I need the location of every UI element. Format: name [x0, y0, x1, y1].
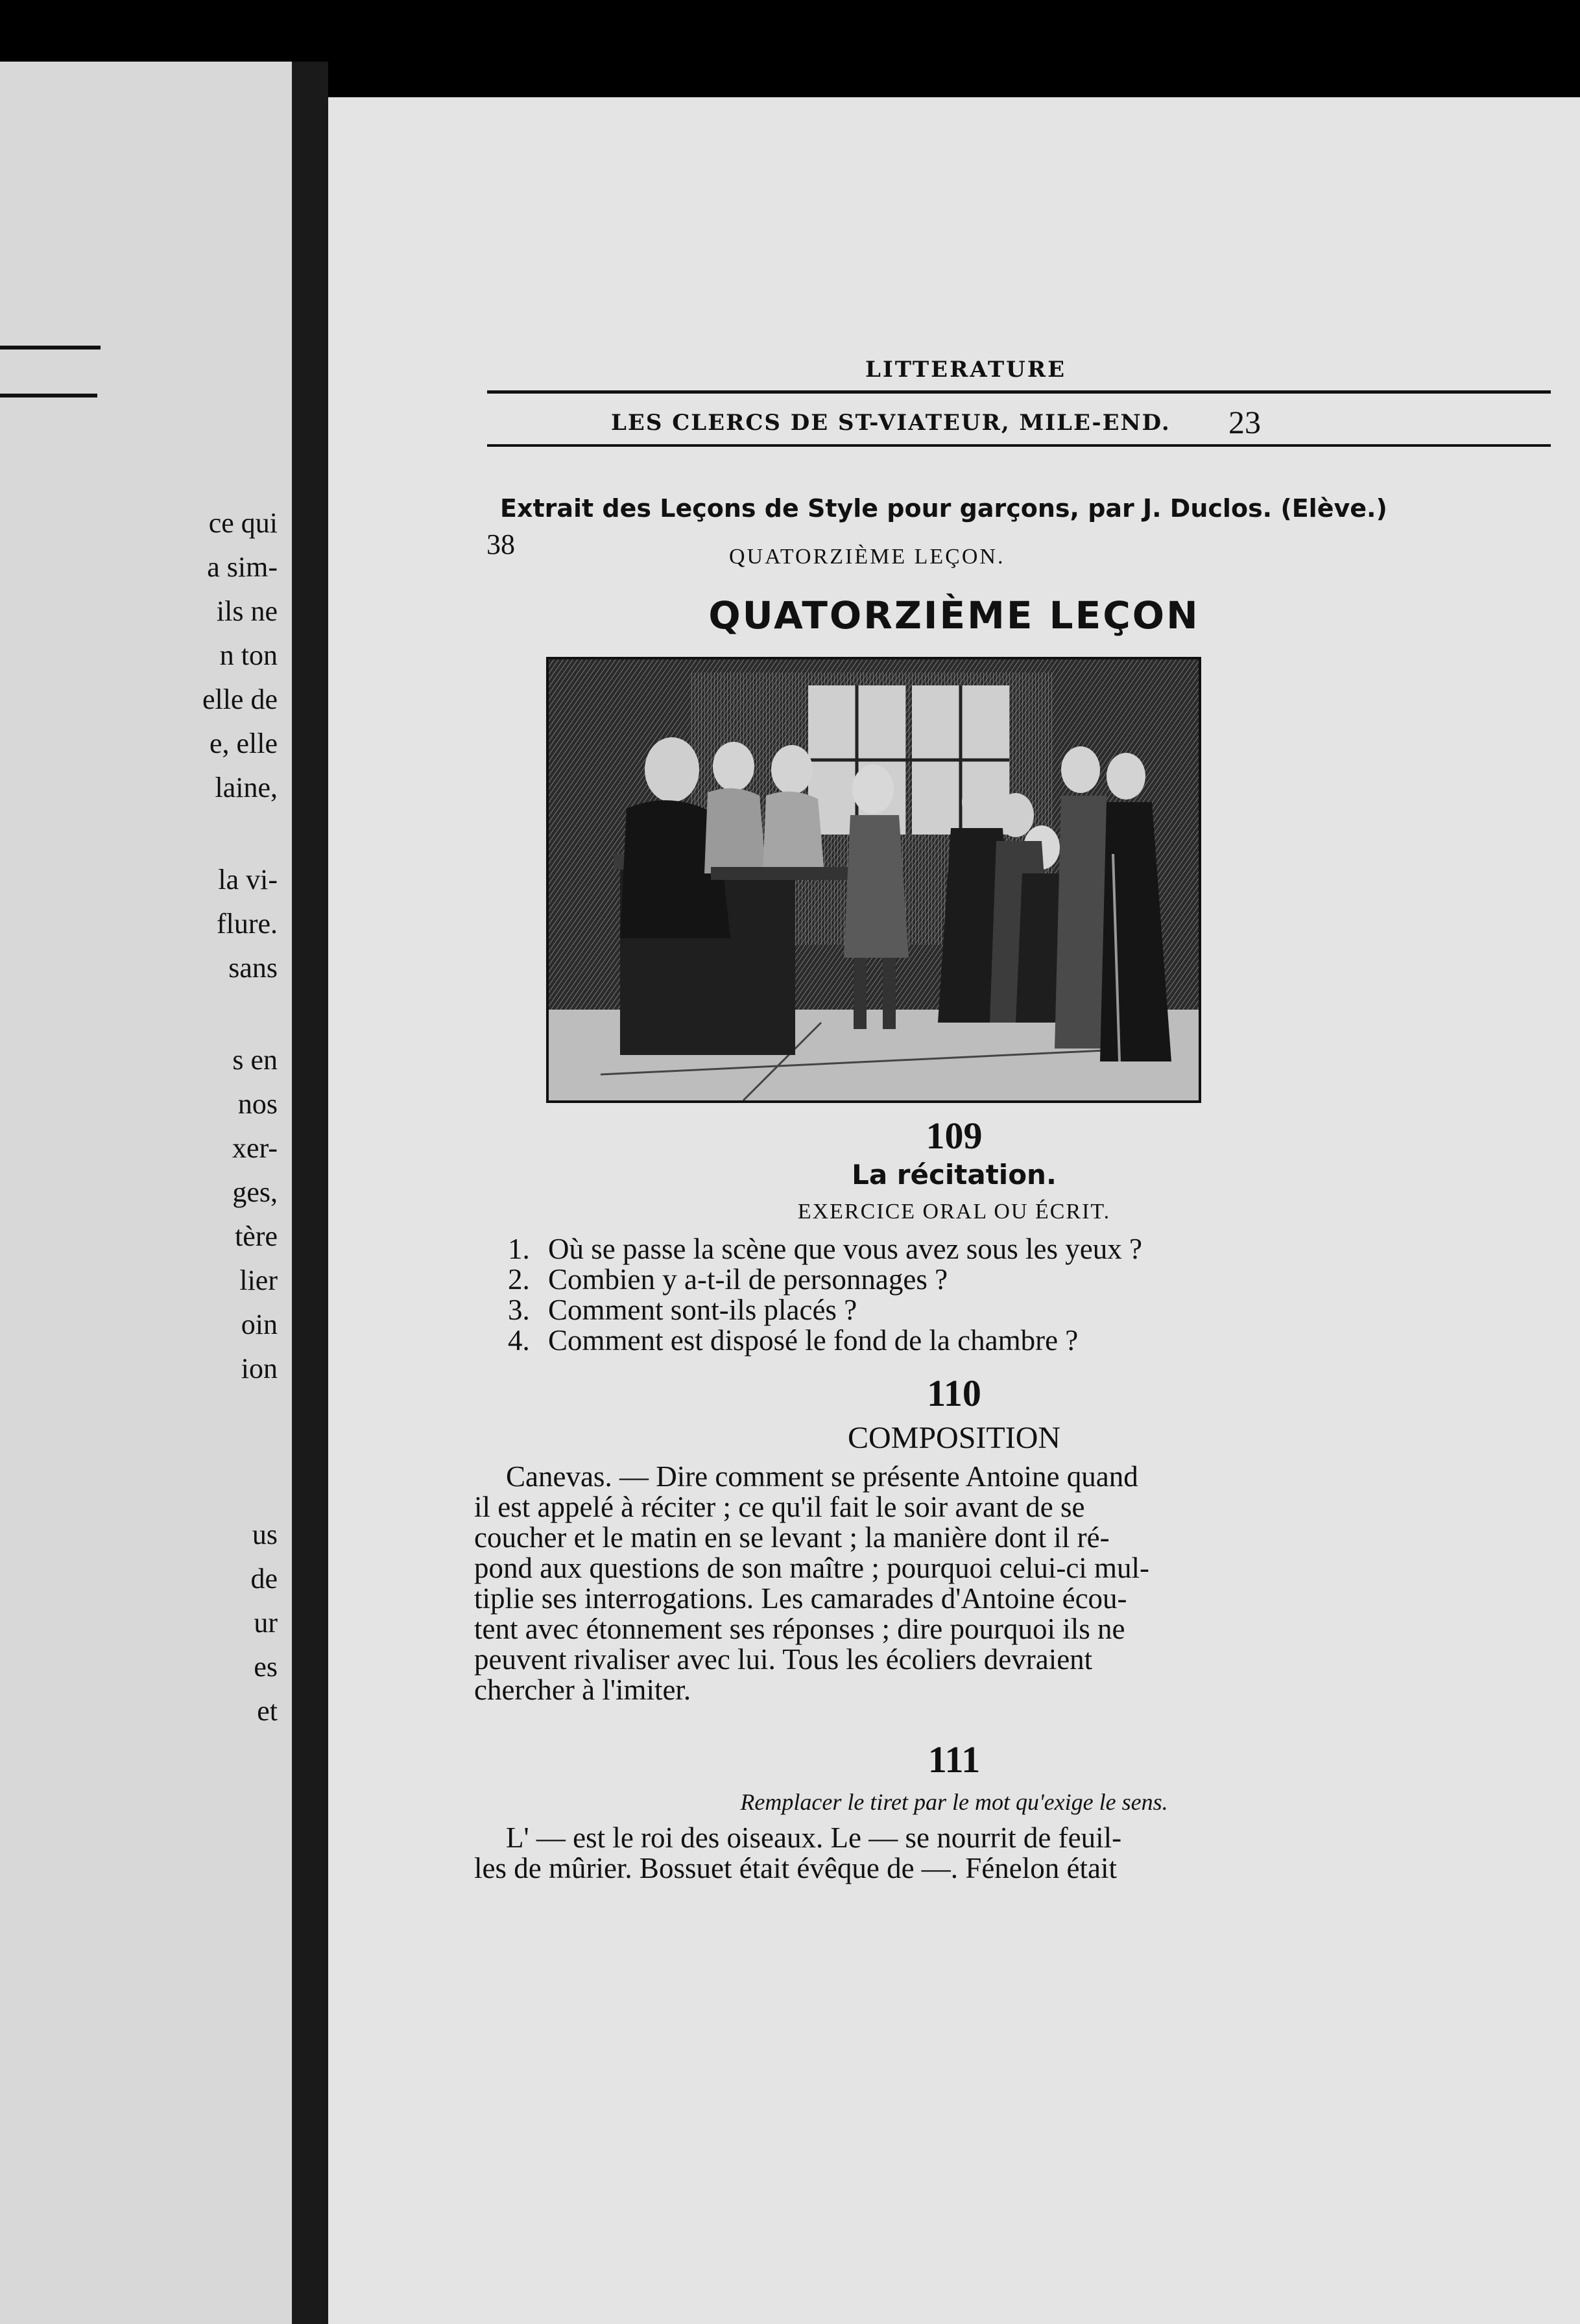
- book-gutter: [292, 62, 328, 2324]
- exercise-111-number: 111: [928, 1738, 981, 1781]
- left-text-fragment: laine,: [215, 772, 278, 803]
- left-text-fragment: sans: [228, 952, 278, 984]
- left-text-fragment: a sim-: [207, 551, 278, 583]
- left-text-fragment: flure.: [216, 908, 278, 940]
- left-text-fragment: es: [254, 1651, 278, 1683]
- book-page-number: 38: [486, 528, 515, 560]
- question-2: [508, 1263, 948, 1296]
- left-text-fragment: tère: [235, 1220, 278, 1252]
- question-text: Où se passe la scène que vous avez sous les yeux ?: [548, 1233, 1142, 1265]
- engraving-illustration: [546, 657, 1201, 1103]
- left-text-fragment: ion: [241, 1353, 278, 1384]
- left-text-fragment: xer-: [232, 1132, 278, 1164]
- left-page-rule: [0, 346, 101, 350]
- composition-line: coucher et le matin en se levant ; la manière dont il ré-: [474, 1521, 1110, 1554]
- left-text-fragment: oin: [241, 1309, 278, 1340]
- composition-line: peuvent rivaliser avec lui. Tous les écoliers devraient: [474, 1643, 1093, 1676]
- right-page: [328, 97, 1580, 2324]
- composition-line: chercher à l'imiter.: [474, 1674, 691, 1706]
- header-rule-bottom: [487, 444, 1551, 447]
- exercise-109-number: 109: [926, 1115, 983, 1157]
- exercise-111-instruction: Remplacer le tiret par le mot qu'exige le sens.: [740, 1789, 1168, 1815]
- section-header: LITTERATURE: [865, 357, 1066, 383]
- composition-line: tiplie ses interrogations. Les camarades d'Antoine écou-: [474, 1582, 1127, 1615]
- left-text-fragment: ur: [254, 1607, 278, 1639]
- question-number: 4.: [508, 1324, 530, 1357]
- left-text-fragment: nos: [237, 1088, 278, 1120]
- book-running-head: QUATORZIÈME LEÇON.: [729, 545, 1005, 569]
- question-number: 1.: [508, 1233, 530, 1265]
- left-text-fragment: la vi-: [218, 864, 278, 895]
- question-4: [508, 1324, 1079, 1357]
- left-text-fragment: lier: [239, 1264, 278, 1296]
- left-text-fragment: s en: [232, 1044, 278, 1076]
- exercise-109-title: La récitation.: [852, 1159, 1057, 1191]
- left-text-fragment: ils ne: [216, 595, 278, 627]
- composition-line: tent avec étonnement ses réponses ; dire pourquoi ils ne: [474, 1613, 1125, 1645]
- exercise-109-subtitle: EXERCICE ORAL OU ÉCRIT.: [797, 1200, 1111, 1224]
- left-text-fragment: ges,: [232, 1176, 278, 1208]
- composition-line: Canevas. — Dire comment se présente Antoine quand: [506, 1460, 1138, 1493]
- running-title: LES CLERCS DE ST-VIATEUR, MILE-END.: [611, 410, 1171, 436]
- schoolroom-engraving-icon: [549, 659, 1199, 1100]
- question-text: Comment sont-ils placés ?: [548, 1294, 857, 1326]
- composition-line: il est appelé à réciter ; ce qu'il fait le soir avant de se: [474, 1491, 1085, 1523]
- left-text-fragment: us: [252, 1519, 278, 1550]
- left-facing-page: [0, 62, 292, 2324]
- question-3: [508, 1294, 857, 1326]
- exercise-111-line: L' — est le roi des oiseaux. Le — se nourrit de feuil-: [506, 1821, 1122, 1854]
- left-text-fragment: elle de: [202, 683, 278, 715]
- left-text-fragment: n ton: [219, 639, 278, 671]
- question-text: Combien y a-t-il de personnages ?: [548, 1263, 948, 1296]
- question-1: [508, 1233, 1142, 1265]
- question-text: Comment est disposé le fond de la chambre ?: [548, 1324, 1079, 1357]
- page-number: 23: [1228, 404, 1261, 440]
- composition-line: pond aux questions de son maître ; pourquoi celui-ci mul-: [474, 1552, 1150, 1584]
- lesson-title: QUATORZIÈME LEÇON: [708, 593, 1200, 637]
- exercise-110-number: 110: [927, 1372, 981, 1414]
- left-text-fragment: et: [257, 1695, 278, 1727]
- left-page-rule: [0, 394, 97, 397]
- extract-line: Extrait des Leçons de Style pour garçons, par J. Duclos. (Elève.): [500, 494, 1387, 523]
- left-text-fragment: de: [250, 1563, 278, 1595]
- left-text-fragment: e, elle: [209, 728, 278, 759]
- left-text-fragment: ce qui: [208, 507, 278, 539]
- header-rule-top: [487, 390, 1551, 394]
- question-number: 2.: [508, 1263, 530, 1296]
- exercise-111-line: les de mûrier. Bossuet était évêque de —. Fénelon était: [474, 1852, 1117, 1884]
- question-number: 3.: [508, 1294, 530, 1326]
- exercise-110-title: COMPOSITION: [847, 1421, 1061, 1455]
